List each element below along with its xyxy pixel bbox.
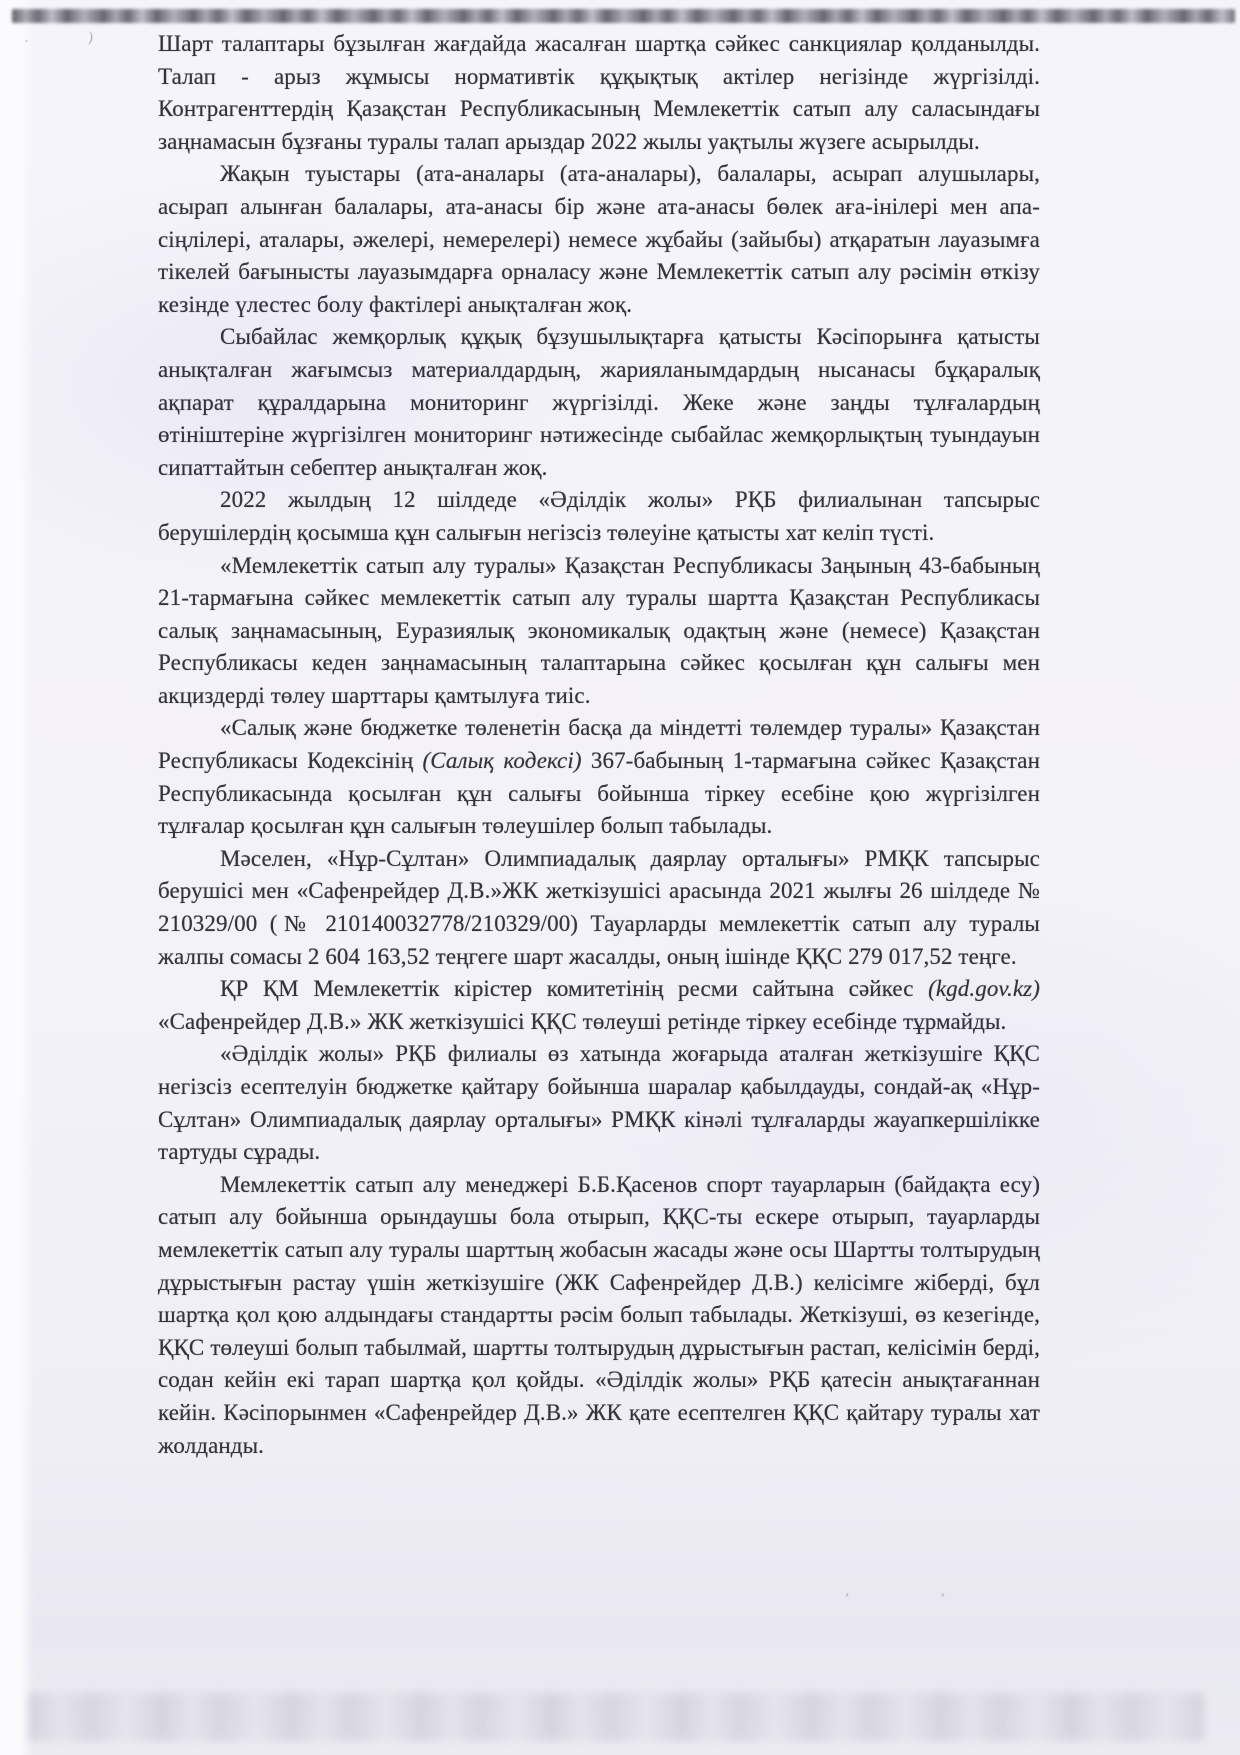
stray-scan-marks: ʼ ʼ bbox=[845, 1590, 989, 1605]
paragraph bbox=[158, 28, 1040, 158]
text-run: Мемлекеттік сатып алу менеджері Б.Б.Қасенов спорт тауарларын (байдақта есу) сатып алу бойынша орындаушы бола отырып, ҚҚС-ты ескере отырып, тауарларды мемлекеттік сатып алу туралы шарттың жобасын жасады және осы Шартты толтырудың дұрыстығын растау үшін жеткізушіге (ЖК Сафенрейдер Д.В.) келісімге жіберді, бұл шартқа қол қою алдындағы стандартты рәсім болып табылады. Жеткізуші, өз кезегінде, ҚҚС төлеуші болып табылмай, шартты толтырудың дұрыстығын растап, келісімін берді, содан кейін екі тарап шартқа қол қойды. «Әділдік жолы» РҚБ қатесін анықтағаннан кейін. Кәсіпорынмен «Сафенрейдер Д.В.» ЖК қате есептелген ҚҚС қайтару туралы хат жолданды. bbox=[158, 1171, 1040, 1458]
italic-run: (Салық кодексі) bbox=[422, 748, 582, 774]
paragraph bbox=[158, 550, 1040, 713]
paragraph bbox=[158, 1038, 1040, 1168]
pencil-paren-mark: ) bbox=[86, 29, 95, 47]
pencil-margin-marks bbox=[24, 29, 134, 60]
text-run: Шарт талаптары бұзылған жағдайда жасалған шартқа сәйкес санкциялар қолданылды. Талап - арыз жұмысы нормативтік құқықтық актілер негізінде жүргізілді. Контрагенттердің Қазақстан Республикасының Мемлекеттік сатып алу саласындағы заңнамасын бұзғаны туралы талап арыздар 2022 жылы уақтылы жүзеге асырылды. bbox=[158, 31, 1040, 154]
paragraph bbox=[158, 712, 1040, 842]
text-run: ҚР ҚМ Мемлекеттік кірістер комитетінің ресми сайтына сәйкес bbox=[220, 976, 929, 1002]
text-run: 367-бабының 1-тармағына сәйкес Қазақстан Республикасында қосылған құн салығы бойынша тіркеу есебіне қою жүргізілген тұлғалар қосылған құн салығын төлеушілер болып табылады. bbox=[158, 748, 1040, 839]
pencil-dot-mark: · bbox=[24, 34, 29, 50]
scan-bleed-band-top bbox=[12, 9, 1235, 23]
text-run: 2022 жылдың 12 шілдеде «Әділдік жолы» РҚБ филиалынан тапсырыс берушілердің қосымша құн салығын негізсіз төлеуіне қатысты хат келіп түсті. bbox=[158, 487, 1040, 545]
document-body bbox=[158, 28, 1040, 1462]
text-run: «Мемлекеттік сатып алу туралы» Қазақстан Республикасы Заңының 43-бабының 21-тармағына сәйкес мемлекеттік сатып алу туралы шартта Қазақстан Республикасы салық заңнамасының, Еуразиялық экономикалық одақтың және (немесе) Қазақстан Республикасы кеден заңнамасының талаптарына сәйкес қосылған құн салығы мен акциздерді төлеу шарттары қамтылуға тиіс. bbox=[158, 552, 1040, 708]
scan-ghost-band-bottom bbox=[28, 1693, 1204, 1741]
text-run: «Әділдік жолы» РҚБ филиалы өз хатында жоғарыда аталған жеткізушіге ҚҚС негізсіз есептелуін бюджетке қайтару бойынша шаралар қабылдауды, сондай-ақ «Нұр-Сұлтан» Олимпиадалық даярлау орталығы» РМҚК кінәлі тұлғаларды жауапкершілікке тартуды сұрады. bbox=[158, 1041, 1040, 1165]
paragraph bbox=[158, 484, 1040, 549]
text-run: Мәселен, «Нұр-Сұлтан» Олимпиадалық даярлау орталығы» РМҚК тапсырыс берушісі мен «Сафенрейдер Д.В.»ЖК жеткізушісі арасында 2021 жылғы 26 шілдеде № 210329/00 (№ 210140032778/210329/00) Тауарларды мемлекеттік сатып алу туралы жалпы сомасы 2 604 163,52 теңгеге шарт жасалды, оның ішінде ҚҚС 279 017,52 теңге. bbox=[158, 845, 1040, 969]
text-run: «Сафенрейдер Д.В.» ЖК жеткізушісі ҚҚС төлеуші ретінде тіркеу есебінде тұрмайды. bbox=[158, 1008, 1007, 1034]
paragraph bbox=[158, 1169, 1040, 1462]
italic-run: (kgd.gov.kz) bbox=[928, 976, 1040, 1002]
text-run: Жақын туыстары (ата-аналары (ата-аналары), балалары, асырап алушылары, асырап алынған балалары, ата-анасы бір және ата-анасы бөлек аға-інілері мен апа-сіңлілері, аталары, әжелері, немерелері) немесе жұбайы (зайыбы) атқаратын лауазымға тікелей бағынысты лауазымдарға орналасу және Мемлекеттік сатып алу рәсімін өткізу кезінде үлестес болу фактілері анықталған жоқ. bbox=[158, 161, 1040, 317]
paragraph bbox=[158, 973, 1040, 1038]
paragraph bbox=[158, 321, 1040, 484]
paragraph bbox=[158, 843, 1040, 973]
paragraph bbox=[158, 158, 1040, 321]
text-run: «Салық және бюджетке төленетін басқа да міндетті төлемдер туралы» Қазақстан Республикасы Кодексінің bbox=[158, 715, 1040, 774]
text-run: Сыбайлас жемқорлық құқық бұзушылықтарға қатысты Кәсіпорынға қатысты анықталған жағымсыз материалдардың, жарияланымдардың нысанасы бұқаралық ақпарат құралдарына мониторинг жүргізілді. Жеке және заңды тұлғалардың өтініштеріне жүргізілген мониторинг нәтижесінде сыбайлас жемқорлықтың туындауын сипаттайтын себептер анықталған жоқ. bbox=[158, 324, 1040, 480]
